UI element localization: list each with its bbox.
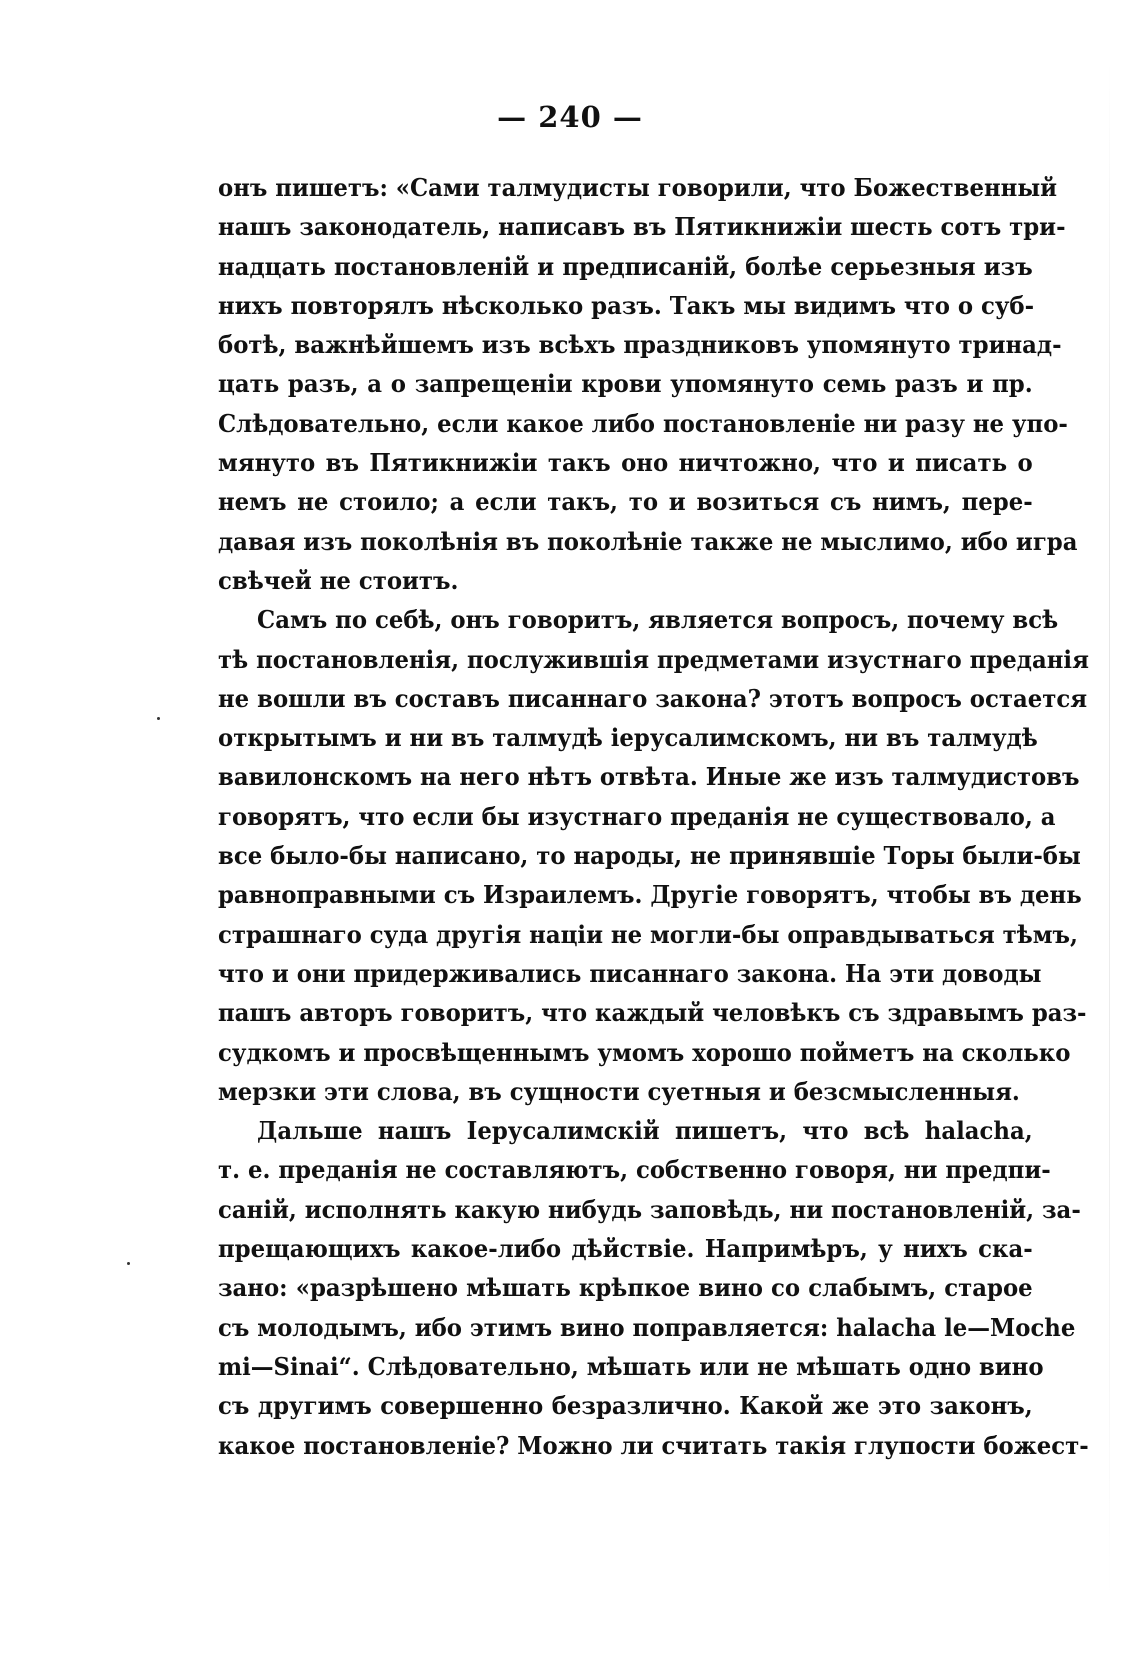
text-line: онъ пишетъ: «Сами талмудисты говорили, что Божественный bbox=[218, 173, 1058, 202]
text-line: говорятъ, что если бы изустнаго преданія не существовало, а bbox=[218, 801, 1056, 831]
scan-speck bbox=[127, 1262, 130, 1265]
text-line: нашъ законодатель, написавъ въ Пятикнижіи шесть сотъ три- bbox=[218, 212, 1066, 242]
text-line: mi—Sinai“. Слѣдовательно, мѣшать или не мѣшать одно вино bbox=[218, 1351, 1044, 1381]
text-line: давая изъ поколѣнія въ поколѣніе также не мыслимо, ибо игра bbox=[218, 526, 1078, 556]
paragraph bbox=[218, 1111, 1089, 1465]
text-line: вавилонскомъ на него нѣтъ отвѣта. Иные же изъ талмудистовъ bbox=[218, 762, 1080, 792]
text-line: саній, исполнять какую нибудь заповѣдь, ни постановленій, за- bbox=[218, 1194, 1081, 1224]
text-line: судкомъ и просвѣщеннымъ умомъ хорошо пойметъ на сколько bbox=[218, 1037, 1071, 1067]
text-line: немъ не стоило; а если такъ, то и возиться съ нимъ, пере- bbox=[218, 487, 1033, 517]
text-line: Дальше нашъ Іерусалимскій пишетъ, что всѣ halacha, bbox=[257, 1116, 1033, 1146]
scan-speck bbox=[157, 717, 160, 720]
text-line: что и они придерживались писаннаго закона. На эти доводы bbox=[218, 958, 1042, 988]
text-line: нихъ повторялъ нѣсколько разъ. Такъ мы видимъ что о суб- bbox=[218, 290, 1035, 320]
text-line: не вошли въ составъ писаннаго закона? этотъ вопросъ остается bbox=[218, 683, 1088, 713]
text-line: свѣчей не стоитъ. bbox=[218, 565, 459, 595]
text-line: пашъ авторъ говоритъ, что каждый человѣкъ съ здравымъ раз- bbox=[218, 998, 1087, 1028]
text-line: страшнаго суда другія націи не могли-бы оправдываться тѣмъ, bbox=[218, 919, 1078, 949]
text-line: все было-бы написано, то народы, не принявшіе Торы были-бы bbox=[218, 841, 1081, 871]
text-line: равноправными съ Израилемъ. Другіе говорятъ, чтобы въ день bbox=[218, 880, 1082, 910]
text-line: съ другимъ совершенно безразлично. Какой же это законъ, bbox=[218, 1391, 1033, 1421]
text-line: мерзки эти слова, въ сущности суетныя и безсмысленныя. bbox=[218, 1076, 1020, 1106]
page-number: — 240 — bbox=[497, 100, 643, 134]
text-line: тѣ постановленія, послужившія предметами изустнаго преданія bbox=[218, 644, 1089, 674]
text-line: Самъ по себѣ, онъ говоритъ, является вопросъ, почему всѣ bbox=[257, 605, 1059, 635]
text-line: зано: «разрѣшено мѣшать крѣпкое вино со слабымъ, старое bbox=[218, 1273, 1033, 1303]
text-line: съ молодымъ, ибо этимъ вино поправляется: halacha le—Moche bbox=[218, 1312, 1076, 1342]
text-line: Слѣдовательно, если какое либо постановленіе ни разу не упо- bbox=[218, 408, 1068, 438]
text-line: открытымъ и ни въ талмудѣ іерусалимскомъ, ни въ талмудѣ bbox=[218, 723, 1038, 753]
text-line: надцать постановленій и предписаній, болѣе серьезныя изъ bbox=[218, 251, 1033, 281]
text-line: мянуто въ Пятикнижіи такъ оно ничтожно, что и писать о bbox=[218, 448, 1033, 478]
paragraph bbox=[218, 168, 1078, 600]
scan-edge-shadow bbox=[1109, 60, 1110, 1600]
text-line: ботѣ, важнѣйшемъ изъ всѣхъ праздниковъ упомянуто тринад- bbox=[218, 330, 1062, 360]
text-line: т. е. преданія не составляютъ, собственно говоря, ни предпи- bbox=[218, 1155, 1051, 1185]
text-line: цать разъ, а о запрещеніи крови упомянуто семь разъ и пр. bbox=[218, 369, 1033, 399]
paragraph bbox=[218, 600, 1089, 1111]
body-text bbox=[218, 168, 1089, 1465]
text-line: прещающихъ какое-либо дѣйствіе. Напримѣръ, у нихъ ска- bbox=[218, 1234, 1033, 1264]
text-line: какое постановленіе? Можно ли считать такія глупости божест- bbox=[218, 1430, 1089, 1460]
